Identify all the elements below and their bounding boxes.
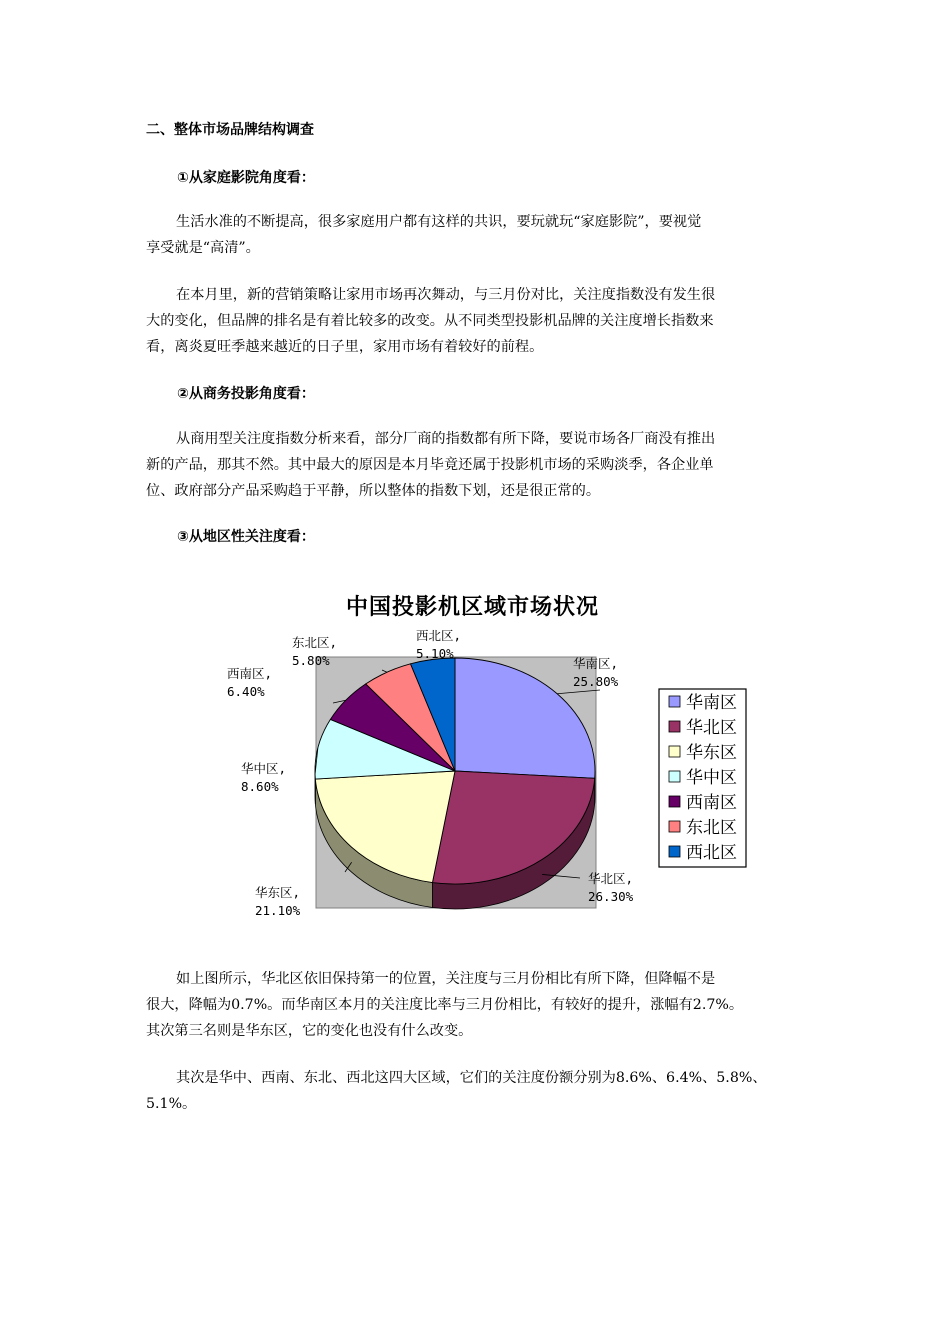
paragraph-other-regions: [146, 1065, 808, 1117]
paragraph-line: 如上图所示，华北区依旧保持第一的位置，关注度与三月份相比有所下降，但降幅不是: [176, 971, 716, 987]
paragraph-line: 5.1%。: [146, 1096, 197, 1112]
chart-title: 中国投影机区域市场状况: [346, 595, 600, 620]
data-label-name: 东北区,: [292, 635, 338, 650]
legend-swatch: [669, 746, 680, 757]
paragraph-line: 在本月里，新的营销策略让家用市场再次舞动，与三月份对比，关注度指数没有发生很: [176, 287, 716, 303]
data-label-value: 5.10%: [416, 646, 454, 661]
data-label-value: 21.10%: [255, 903, 301, 918]
data-label-name: 华中区,: [241, 761, 287, 776]
paragraph-line: 其次是华中、西南、东北、西北这四大区域，它们的关注度份额分别为8.6%、6.4%、5.8%、: [176, 1070, 767, 1086]
data-label-value: 5.80%: [292, 653, 330, 668]
legend-label: 华中区: [686, 768, 737, 788]
legend-swatch: [669, 821, 680, 832]
legend-swatch: [669, 796, 680, 807]
legend-label: 华南区: [686, 693, 737, 713]
paragraph-analysis: [146, 966, 808, 1044]
subheading-business: ②从商务投影角度看：: [177, 386, 315, 402]
paragraph-line: 享受就是“高清”。: [146, 240, 260, 256]
data-label-value: 8.60%: [241, 779, 279, 794]
section-heading: 二、整体市场品牌结构调查: [146, 122, 314, 138]
data-label-value: 25.80%: [573, 674, 619, 689]
legend-label: 西北区: [686, 843, 737, 863]
paragraph-line: 大的变化，但品牌的排名是有着比较多的改变。从不同类型投影机品牌的关注度增长指数来: [146, 313, 714, 329]
paragraph-line: 其次第三名则是华东区，它的变化也没有什么改变。: [146, 1023, 473, 1039]
data-label-name: 西北区,: [416, 628, 462, 643]
legend-label: 西南区: [686, 793, 737, 813]
subheading-regional: ③从地区性关注度看：: [177, 529, 315, 545]
data-label-value: 26.30%: [588, 889, 634, 904]
paragraph-line: 生活水准的不断提高，很多家庭用户都有这样的共识，要玩就玩“家庭影院”，要视觉: [176, 214, 702, 230]
data-label-name: 华南区,: [573, 656, 619, 671]
paragraph-line: 很大，降幅为0.7%。而华南区本月的关注度比率与三月份相比，有较好的提升，涨幅有2.7%。: [146, 997, 744, 1013]
data-label-name: 华北区,: [588, 871, 634, 886]
legend-label: 东北区: [686, 818, 737, 838]
data-label-name: 西南区,: [227, 666, 273, 681]
paragraph-line: 看，离炎夏旺季越来越近的日子里，家用市场有着较好的前程。: [146, 339, 544, 355]
legend-swatch: [669, 721, 680, 732]
paragraph-line: 从商用型关注度指数分析来看，部分厂商的指数都有所下降，要说市场各厂商没有推出: [176, 431, 716, 447]
legend-label: 华东区: [686, 743, 737, 763]
paragraph-line: 新的产品，那其不然。其中最大的原因是本月毕竟还属于投影机市场的采购淡季，各企业单: [146, 457, 714, 473]
paragraph-line: 位、政府部分产品采购趋于平静，所以整体的指数下划，还是很正常的。: [146, 483, 601, 499]
legend-swatch: [669, 696, 680, 707]
legend-label: 华北区: [686, 718, 737, 738]
data-label-name: 华东区,: [255, 885, 301, 900]
legend-swatch: [669, 846, 680, 857]
subheading-home-theater: ①从家庭影院角度看：: [177, 170, 315, 186]
legend-swatch: [669, 771, 680, 782]
data-label-value: 6.40%: [227, 684, 265, 699]
